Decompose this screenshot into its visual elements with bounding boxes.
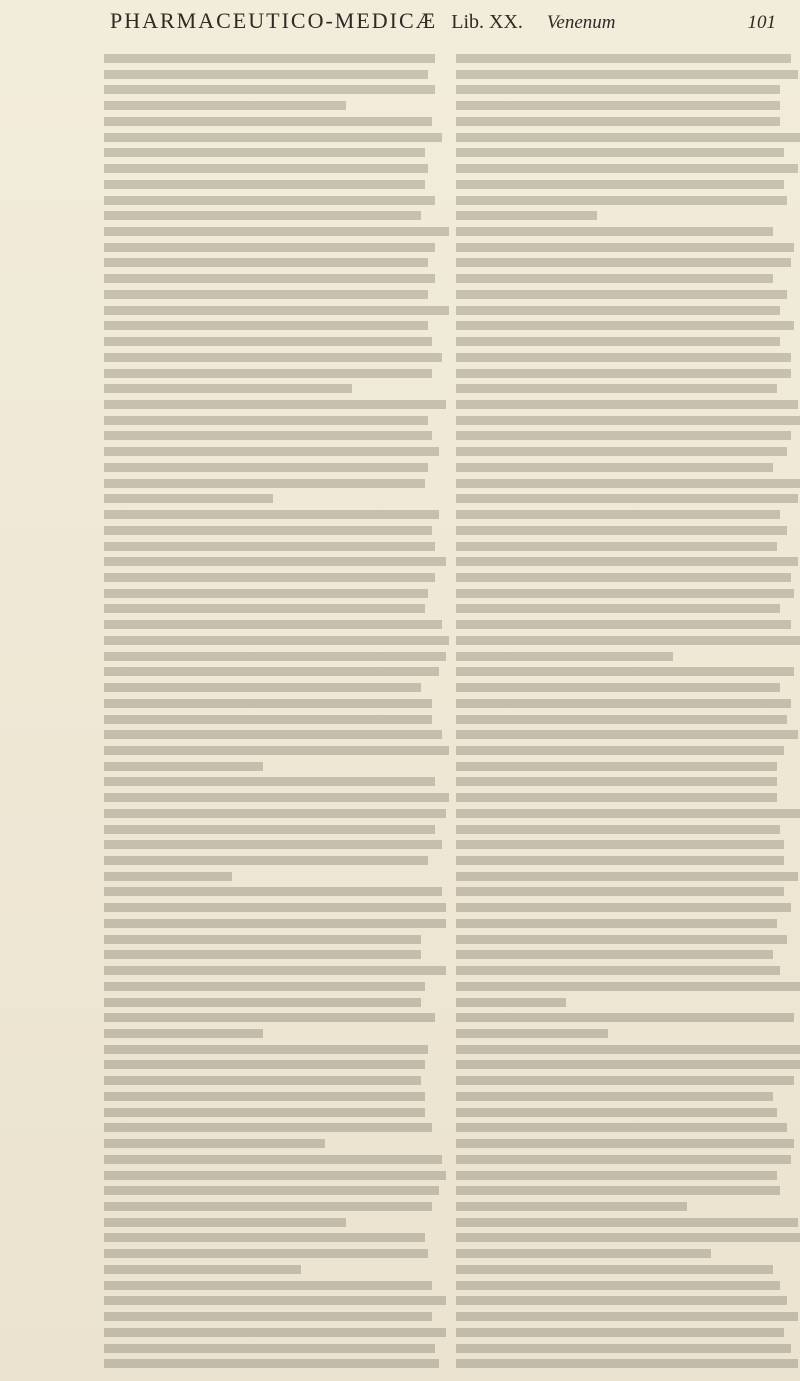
text-line-placeholder: [456, 1312, 798, 1321]
text-line-placeholder: [456, 211, 597, 220]
text-line-placeholder: [104, 1123, 432, 1132]
text-line-placeholder: [104, 966, 446, 975]
text-line-placeholder: [456, 1171, 777, 1180]
text-line-placeholder: [104, 447, 439, 456]
text-line-placeholder: [456, 1218, 798, 1227]
text-line-placeholder: [104, 935, 421, 944]
text-line-placeholder: [104, 825, 435, 834]
text-line-placeholder: [456, 54, 791, 63]
text-line-placeholder: [456, 652, 673, 661]
text-line-placeholder: [456, 196, 787, 205]
text-line-placeholder: [456, 384, 777, 393]
text-line-placeholder: [104, 290, 428, 299]
text-line-placeholder: [104, 998, 421, 1007]
text-line-placeholder: [104, 1281, 432, 1290]
text-line-placeholder: [456, 494, 798, 503]
text-line-placeholder: [104, 762, 263, 771]
text-line-placeholder: [456, 919, 777, 928]
text-line-placeholder: [456, 353, 791, 362]
text-line-placeholder: [104, 479, 425, 488]
text-line-placeholder: [456, 1328, 784, 1337]
text-line-placeholder: [456, 557, 798, 566]
text-line-placeholder: [104, 416, 428, 425]
text-line-placeholder: [104, 604, 425, 613]
text-line-placeholder: [456, 243, 794, 252]
text-line-placeholder: [104, 384, 352, 393]
text-line-placeholder: [104, 117, 432, 126]
text-line-placeholder: [456, 1344, 791, 1353]
text-line-placeholder: [456, 1045, 800, 1054]
text-line-placeholder: [104, 1312, 432, 1321]
text-line-placeholder: [456, 1092, 773, 1101]
text-line-placeholder: [456, 604, 780, 613]
text-line-placeholder: [456, 227, 773, 236]
text-line-placeholder: [456, 1029, 608, 1038]
text-line-placeholder: [456, 730, 798, 739]
text-line-placeholder: [456, 966, 780, 975]
text-line-placeholder: [456, 1281, 780, 1290]
text-line-placeholder: [104, 557, 446, 566]
text-line-placeholder: [456, 1108, 777, 1117]
text-line-placeholder: [104, 431, 432, 440]
text-line-placeholder: [104, 306, 449, 315]
text-line-placeholder: [456, 903, 791, 912]
text-line-placeholder: [104, 1076, 421, 1085]
text-line-placeholder: [104, 982, 425, 991]
text-line-placeholder: [456, 117, 780, 126]
text-line-placeholder: [104, 463, 428, 472]
text-line-placeholder: [456, 935, 787, 944]
text-line-placeholder: [104, 840, 442, 849]
text-line-placeholder: [104, 1328, 446, 1337]
text-line-placeholder: [104, 227, 449, 236]
text-line-placeholder: [456, 667, 794, 676]
text-line-placeholder: [104, 1186, 439, 1195]
text-line-placeholder: [104, 856, 428, 865]
topic-heading: Venenum: [546, 12, 616, 33]
text-line-placeholder: [456, 699, 791, 708]
text-column-left: [104, 50, 449, 1371]
text-line-placeholder: [104, 321, 428, 330]
text-line-placeholder: [104, 1108, 425, 1117]
text-line-placeholder: [456, 1296, 787, 1305]
text-line-placeholder: [456, 337, 780, 346]
text-line-placeholder: [456, 416, 800, 425]
text-line-placeholder: [104, 1296, 446, 1305]
text-line-placeholder: [456, 447, 787, 456]
text-line-placeholder: [456, 463, 773, 472]
text-line-placeholder: [104, 636, 449, 645]
text-line-placeholder: [104, 1233, 425, 1242]
text-line-placeholder: [104, 793, 449, 802]
text-line-placeholder: [104, 258, 428, 267]
page-number: 101: [747, 12, 776, 33]
text-line-placeholder: [104, 494, 273, 503]
text-line-placeholder: [104, 369, 432, 378]
text-line-placeholder: [104, 510, 439, 519]
text-line-placeholder: [104, 1359, 439, 1368]
text-line-placeholder: [456, 290, 787, 299]
text-line-placeholder: [456, 746, 784, 755]
text-line-placeholder: [104, 133, 442, 142]
text-line-placeholder: [104, 573, 435, 582]
text-line-placeholder: [456, 636, 800, 645]
text-line-placeholder: [456, 1359, 798, 1368]
text-line-placeholder: [104, 164, 428, 173]
text-line-placeholder: [456, 180, 784, 189]
text-line-placeholder: [456, 510, 780, 519]
text-line-placeholder: [456, 431, 791, 440]
text-line-placeholder: [456, 1013, 794, 1022]
text-line-placeholder: [104, 70, 428, 79]
text-line-placeholder: [104, 903, 446, 912]
text-line-placeholder: [104, 667, 439, 676]
text-line-placeholder: [456, 1139, 794, 1148]
text-line-placeholder: [104, 715, 432, 724]
text-line-placeholder: [456, 258, 791, 267]
text-line-placeholder: [104, 180, 425, 189]
text-line-placeholder: [456, 369, 791, 378]
text-line-placeholder: [456, 274, 773, 283]
text-line-placeholder: [456, 762, 777, 771]
text-line-placeholder: [104, 919, 446, 928]
text-line-placeholder: [104, 85, 435, 94]
text-line-placeholder: [104, 746, 449, 755]
text-line-placeholder: [456, 573, 791, 582]
text-line-placeholder: [104, 526, 432, 535]
text-line-placeholder: [456, 982, 800, 991]
text-line-placeholder: [456, 1123, 787, 1132]
text-line-placeholder: [104, 1029, 263, 1038]
text-line-placeholder: [456, 148, 784, 157]
text-line-placeholder: [104, 1139, 325, 1148]
text-line-placeholder: [456, 683, 780, 692]
text-line-placeholder: [104, 1218, 346, 1227]
text-line-placeholder: [104, 777, 435, 786]
book-number: Lib. XX.: [451, 11, 523, 33]
text-line-placeholder: [456, 70, 798, 79]
text-line-placeholder: [456, 793, 777, 802]
text-line-placeholder: [104, 887, 442, 896]
text-line-placeholder: [456, 856, 784, 865]
text-line-placeholder: [104, 1060, 425, 1069]
text-line-placeholder: [104, 1092, 425, 1101]
text-line-placeholder: [104, 1013, 435, 1022]
text-line-placeholder: [456, 998, 566, 1007]
text-line-placeholder: [456, 164, 798, 173]
text-line-placeholder: [104, 1045, 428, 1054]
text-line-placeholder: [104, 542, 435, 551]
text-line-placeholder: [456, 1249, 711, 1258]
text-line-placeholder: [456, 479, 800, 488]
text-line-placeholder: [456, 715, 787, 724]
text-line-placeholder: [104, 950, 421, 959]
text-line-placeholder: [456, 133, 800, 142]
text-line-placeholder: [104, 1171, 446, 1180]
text-line-placeholder: [104, 872, 232, 881]
text-line-placeholder: [104, 196, 435, 205]
text-line-placeholder: [456, 872, 798, 881]
text-line-placeholder: [456, 1155, 791, 1164]
text-line-placeholder: [456, 321, 794, 330]
text-line-placeholder: [104, 54, 435, 63]
text-line-placeholder: [104, 211, 421, 220]
text-line-placeholder: [456, 887, 784, 896]
text-line-placeholder: [456, 306, 780, 315]
text-line-placeholder: [104, 148, 425, 157]
text-column-right: [456, 50, 800, 1371]
text-line-placeholder: [456, 1265, 773, 1274]
text-line-placeholder: [456, 825, 780, 834]
text-line-placeholder: [104, 589, 428, 598]
text-line-placeholder: [104, 1155, 442, 1164]
text-line-placeholder: [104, 620, 442, 629]
text-line-placeholder: [456, 1186, 780, 1195]
text-line-placeholder: [104, 730, 442, 739]
text-line-placeholder: [456, 85, 780, 94]
text-line-placeholder: [104, 1344, 435, 1353]
text-line-placeholder: [456, 400, 798, 409]
text-line-placeholder: [456, 1060, 800, 1069]
text-line-placeholder: [104, 683, 421, 692]
text-line-placeholder: [104, 699, 432, 708]
text-line-placeholder: [456, 101, 780, 110]
text-line-placeholder: [456, 542, 777, 551]
text-line-placeholder: [104, 400, 446, 409]
text-line-placeholder: [456, 1202, 687, 1211]
text-line-placeholder: [456, 620, 791, 629]
text-line-placeholder: [456, 589, 794, 598]
text-line-placeholder: [104, 652, 446, 661]
running-title: PHARMACEUTICO-MEDICÆ: [110, 8, 438, 33]
text-line-placeholder: [104, 353, 442, 362]
text-line-placeholder: [456, 1233, 800, 1242]
text-line-placeholder: [456, 526, 787, 535]
text-line-placeholder: [104, 274, 435, 283]
text-line-placeholder: [104, 1265, 301, 1274]
text-line-placeholder: [456, 809, 800, 818]
text-line-placeholder: [456, 840, 784, 849]
text-line-placeholder: [104, 809, 446, 818]
text-line-placeholder: [104, 243, 435, 252]
text-line-placeholder: [104, 337, 432, 346]
text-line-placeholder: [456, 777, 777, 786]
text-line-placeholder: [456, 950, 773, 959]
text-line-placeholder: [104, 101, 346, 110]
text-line-placeholder: [104, 1249, 428, 1258]
text-line-placeholder: [104, 1202, 432, 1211]
running-header: [110, 8, 776, 48]
text-line-placeholder: [456, 1076, 794, 1085]
